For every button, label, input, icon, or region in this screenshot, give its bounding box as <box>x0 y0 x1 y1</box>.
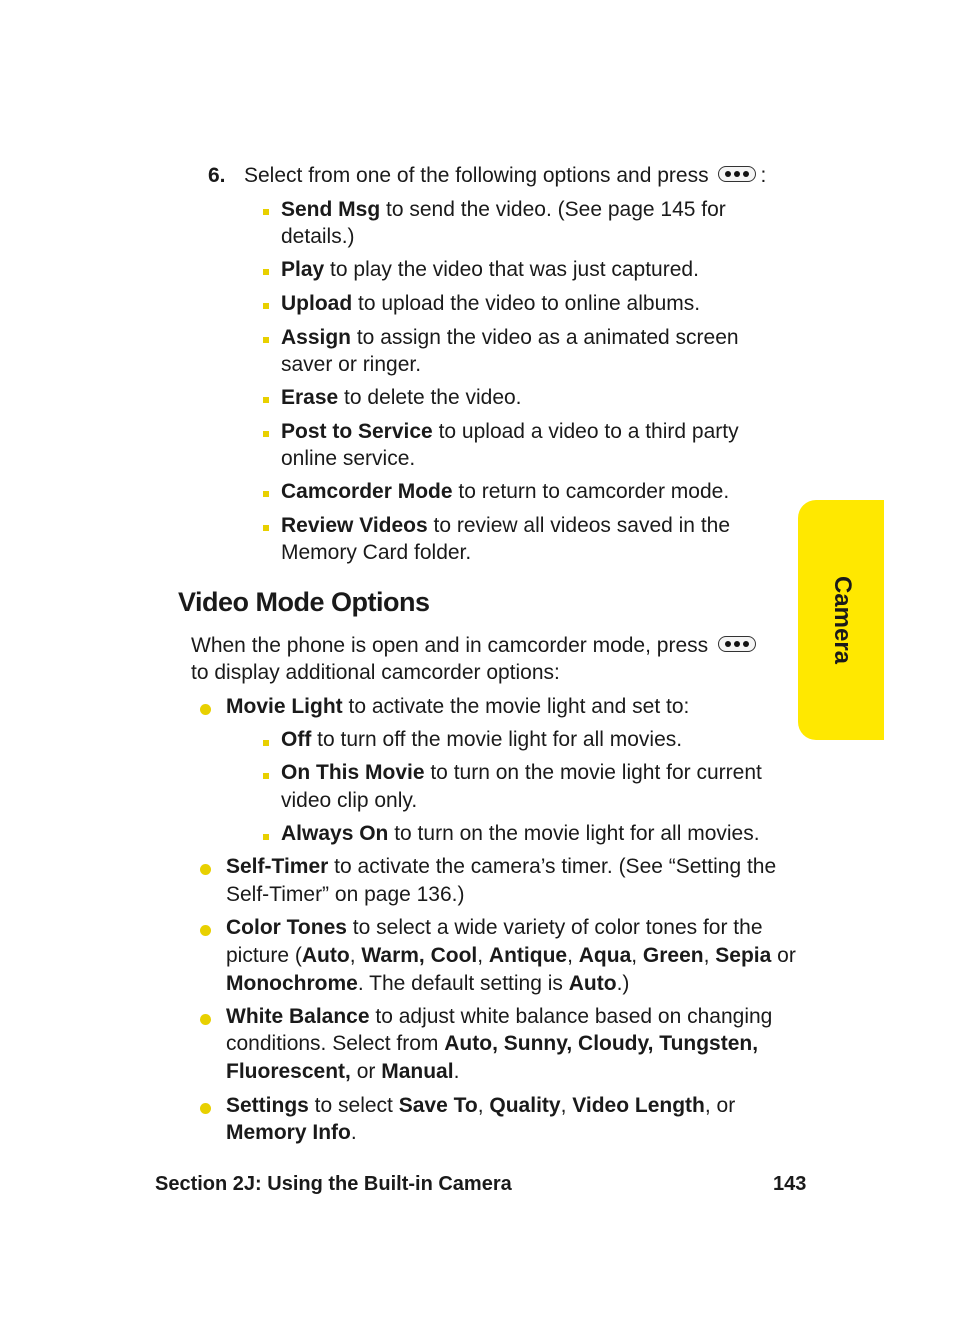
list-item: Review Videos to review all videos saved in the <box>281 514 731 537</box>
list-item-cont: Self-Timer” on page 136.) <box>226 883 465 906</box>
round-bullet <box>200 1103 211 1114</box>
list-item-self-timer: Self-Timer to activate the camera’s timer. (See “Setting the <box>226 855 777 878</box>
sub-item: Always On to turn on the movie light for all movies. <box>281 822 760 845</box>
sub-item: On This Movie to turn on the movie light for current <box>281 761 762 784</box>
round-bullet <box>200 704 211 715</box>
step-instruction: Select from one of the following options and press : <box>244 164 767 187</box>
square-bullet <box>263 834 269 840</box>
step-number: 6. <box>208 164 226 187</box>
intro-text-cont: to display additional camcorder options: <box>191 661 560 684</box>
sub-item-cont: video clip only. <box>281 789 418 812</box>
list-item: Camcorder Mode to return to camcorder mode. <box>281 480 730 503</box>
list-item-cont: picture (Auto, Warm, Cool, Antique, Aqua, Green, Sepia or <box>226 944 796 967</box>
square-bullet <box>263 303 269 309</box>
list-item: Send Msg to send the video. (See page 145 for <box>281 198 726 221</box>
square-bullet <box>263 773 269 779</box>
list-item: Assign to assign the video as a animated screen <box>281 326 739 349</box>
list-item: Play to play the video that was just captured. <box>281 258 699 281</box>
square-bullet <box>263 269 269 275</box>
round-bullet <box>200 925 211 936</box>
sub-item: Off to turn off the movie light for all movies. <box>281 728 683 751</box>
footer-section: Section 2J: Using the Built-in Camera <box>155 1173 512 1195</box>
page-number: 143 <box>773 1173 807 1195</box>
list-item-settings: Settings to select Save To, Quality, Video Length, or <box>226 1094 736 1117</box>
list-item-movie-light: Movie Light to activate the movie light and set to: <box>226 695 690 718</box>
list-item-cont: Memory Info. <box>226 1121 357 1144</box>
square-bullet <box>263 525 269 531</box>
list-item-cont: Fluorescent, or Manual. <box>226 1060 460 1083</box>
list-item-cont: Memory Card folder. <box>281 541 472 564</box>
intro-text: When the phone is open and in camcorder mode, press <box>191 632 760 660</box>
chapter-tab-label: Camera <box>829 575 856 665</box>
list-item: Erase to delete the video. <box>281 386 522 409</box>
square-bullet <box>263 491 269 497</box>
list-item-white-balance: White Balance to adjust white balance based on changing <box>226 1005 773 1028</box>
list-item-cont: online service. <box>281 447 416 470</box>
list-item-color-tones: Color Tones to select a wide variety of color tones for the <box>226 916 763 939</box>
list-item-cont: conditions. Select from Auto, Sunny, Cloudy, Tungsten, <box>226 1032 759 1055</box>
list-item-cont: Monochrome. The default setting is Auto.) <box>226 972 630 995</box>
list-item: Post to Service to upload a video to a third party <box>281 420 739 443</box>
square-bullet <box>263 337 269 343</box>
square-bullet <box>263 431 269 437</box>
list-item-cont: details.) <box>281 225 355 248</box>
square-bullet <box>263 209 269 215</box>
list-item: Upload to upload the video to online albums. <box>281 292 701 315</box>
round-bullet <box>200 864 211 875</box>
round-bullet <box>200 1014 211 1025</box>
square-bullet <box>263 397 269 403</box>
section-heading: Video Mode Options <box>178 587 430 617</box>
square-bullet <box>263 740 269 746</box>
menu-key-icon <box>718 166 756 182</box>
menu-key-icon <box>718 636 756 652</box>
list-item-cont: saver or ringer. <box>281 353 422 376</box>
